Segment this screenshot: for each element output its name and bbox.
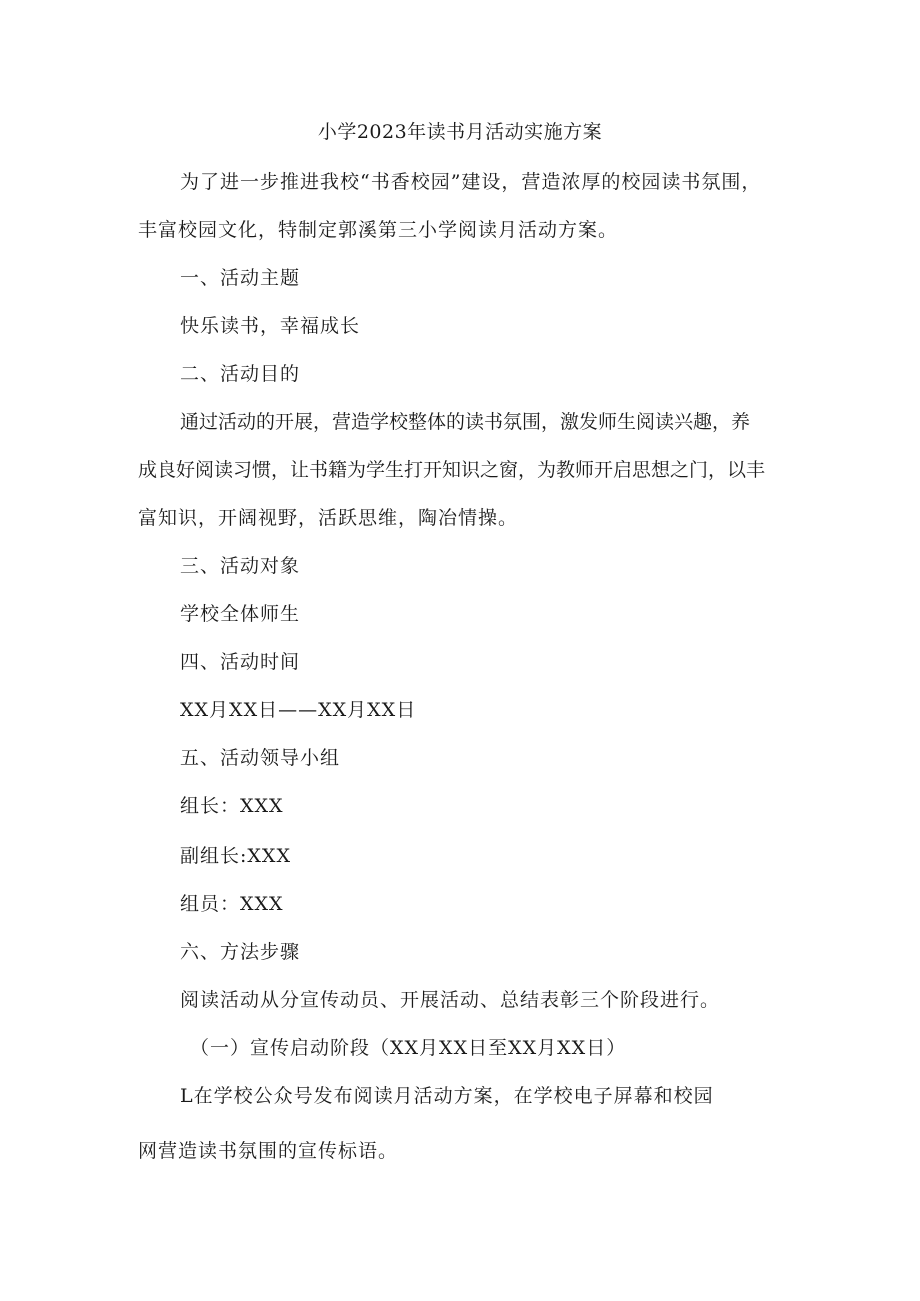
document-title: 小学2023年读书月活动实施方案 — [317, 121, 603, 143]
section-heading-time: 四、活动时间 — [180, 651, 301, 673]
leader-line: 组长：XXX — [180, 795, 284, 817]
method-summary: 阅读活动从分宣传动员、开展活动、总结表彰三个阶段进行。 — [180, 989, 721, 1011]
intro-line-1: 为了进一步推进我校“书香校园”建设，营造浓厚的校园读书氛围， — [180, 171, 762, 193]
section-heading-theme: 一、活动主题 — [180, 267, 301, 289]
section-content-audience: 学校全体师生 — [180, 603, 301, 625]
section-heading-method: 六、方法步骤 — [180, 941, 301, 963]
intro-line-2: 丰富校园文化，特制定郭溪第三小学阅读月活动方案。 — [138, 219, 619, 241]
phase-1-heading: （一）宣传启动阶段（XX月XX日至XX月XX日） — [190, 1037, 627, 1059]
section-content-theme: 快乐读书，幸福成长 — [180, 315, 361, 337]
purpose-line-3: 富知识，开阔视野，活跃思维，陶冶情操。 — [138, 507, 519, 529]
section-heading-audience: 三、活动对象 — [180, 555, 301, 577]
deputy-leader-line: 副组长:XXX — [180, 845, 291, 867]
purpose-line-1: 通过活动的开展，营造学校整体的读书氛围，激发师生阅读兴趣，养 — [180, 411, 751, 433]
section-content-time: XX月XX日——XX月XX日 — [180, 699, 417, 721]
phase-1-item-1-line-2: 网营造读书氛围的宣传标语。 — [138, 1140, 399, 1162]
member-line: 组员：XXX — [180, 893, 284, 915]
purpose-line-2: 成良好阅读习惯，让书籍为学生打开知识之窗，为教师开启思想之门，以丰 — [138, 459, 766, 481]
section-heading-leadership: 五、活动领导小组 — [180, 747, 341, 769]
phase-1-item-1-line-1: L在学校公众号发布阅读月活动方案，在学校电子屏幕和校园 — [180, 1085, 714, 1107]
section-heading-purpose: 二、活动目的 — [180, 363, 301, 385]
